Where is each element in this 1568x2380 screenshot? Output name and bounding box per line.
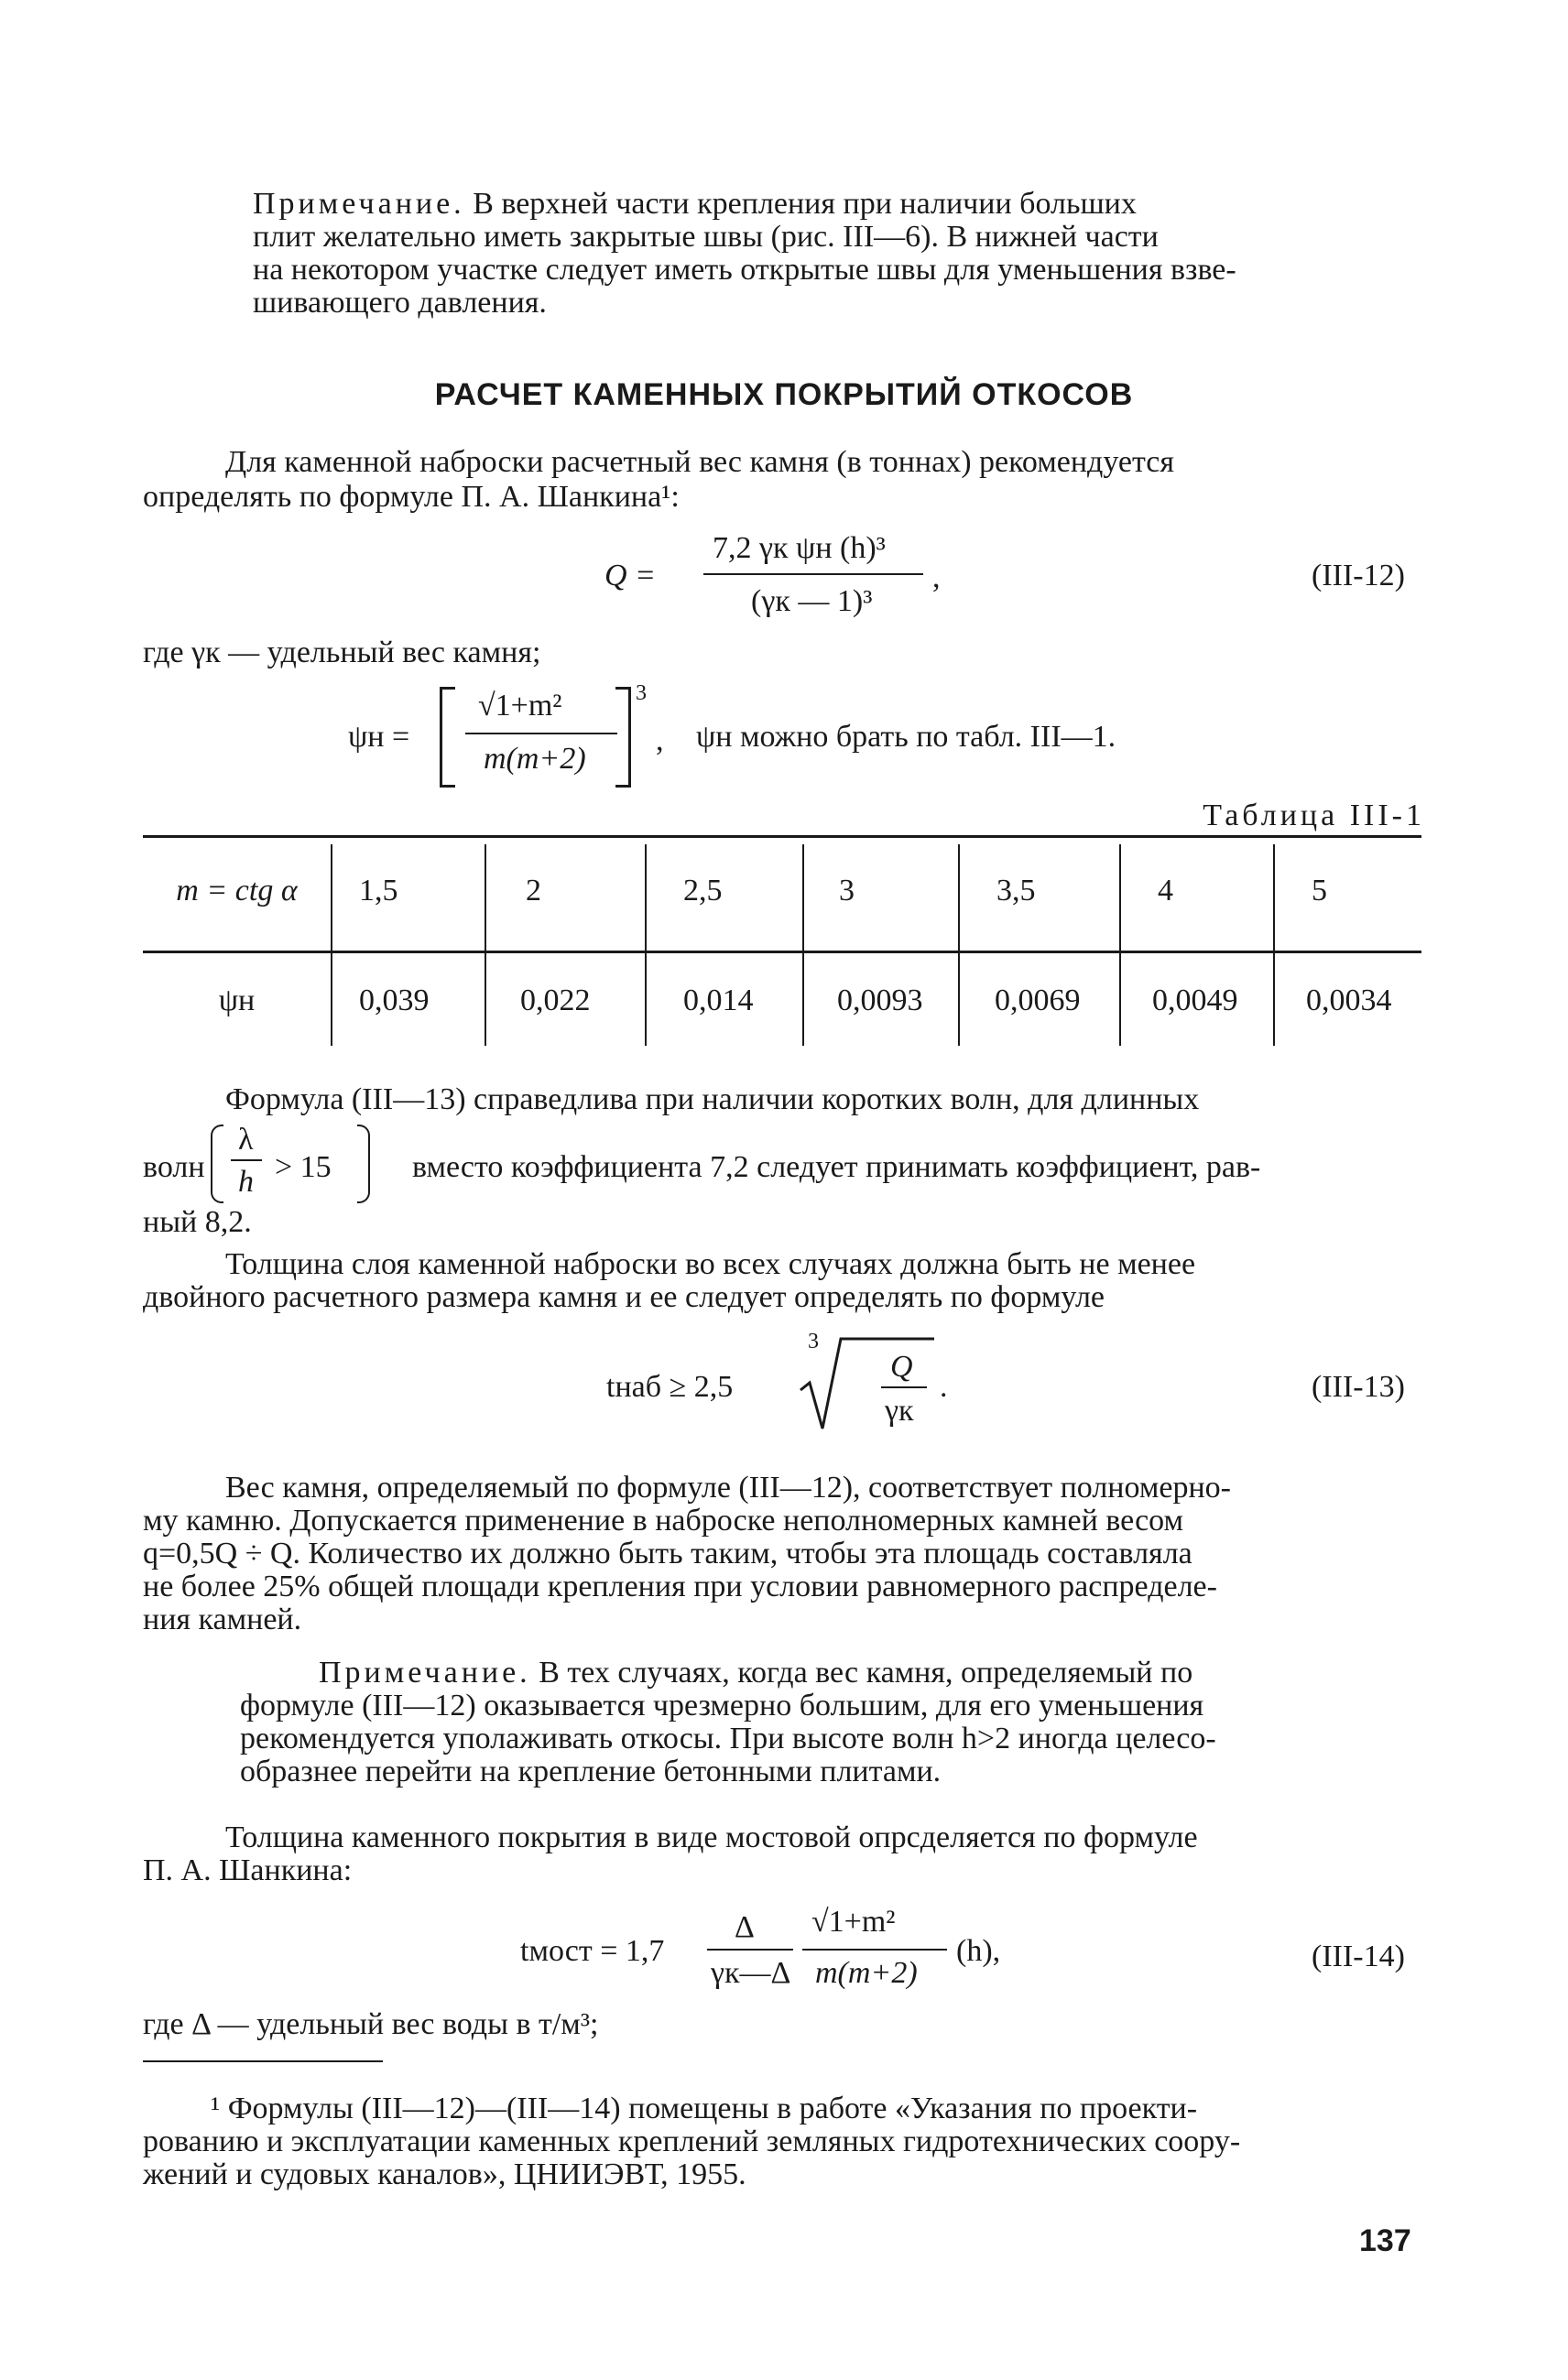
formula-13-denominator: γк [885, 1394, 914, 1428]
table-col-divider [485, 844, 486, 1046]
para-4-line-5: ния камней. [143, 1603, 302, 1636]
para-2-line-1: Формула (III—13) справедлива при наличии коротких волн, для длинных [225, 1082, 1200, 1116]
formula-12-denominator: (γк — 1)³ [751, 584, 873, 618]
formula-13-lhs: tнаб ≥ 2,5 [606, 1370, 734, 1404]
formula-12-lhs: Q = [604, 559, 656, 592]
table-top-rule [143, 835, 1421, 838]
footnote-rule [143, 2060, 383, 2062]
psi-fraction-bar [465, 733, 617, 734]
table-middle-rule [143, 951, 1421, 953]
where-gamma-k: где γк — удельный вес камня; [143, 636, 541, 669]
table-col-divider [645, 844, 647, 1046]
para-2-frac-den: h [238, 1165, 254, 1199]
table-cell-m: 1,5 [359, 874, 398, 907]
para-1-line-1: Для каменной наброски расчетный вес камня (в тоннах) рекомендуется [225, 445, 1175, 479]
note-2-line-4: образнее перейти на крепление бетонными плитами. [240, 1755, 942, 1788]
table-col-divider [958, 844, 960, 1046]
para-2-frac-num: λ [238, 1123, 254, 1157]
table-cell-m: 3 [839, 874, 855, 907]
formula-14-frac2-bar [802, 1949, 947, 1951]
note-2 [319, 1656, 1425, 1690]
para-3-line-2: двойного расчетного размера камня и ее следует определять по формуле [143, 1280, 1105, 1314]
table-iii-1 [143, 835, 1421, 1055]
formula-14-tail: (h), [956, 1934, 1001, 1968]
formula-13-root-index: 3 [808, 1330, 819, 1353]
section-heading: РАСЧЕТ КАМЕННЫХ ПОКРЫТИЙ ОТКОСОВ [434, 377, 1134, 412]
psi-left-bracket [440, 687, 455, 788]
formula-14-frac2-num: √1+m² [811, 1905, 896, 1939]
formula-13-numerator: Q [890, 1350, 913, 1384]
para-2-line-2: вместо коэффициента 7,2 следует принимать коэффициент, рав- [412, 1150, 1261, 1184]
table-cell-m: 2 [526, 874, 541, 907]
para-2-right-paren [357, 1125, 370, 1203]
table-cell-psi: 0,0049 [1152, 984, 1238, 1017]
table-col-divider [331, 844, 332, 1046]
para-4-line-1: Вес камня, определяемый по формуле (III—12), соответствует полномерно- [225, 1471, 1231, 1505]
note-1 [253, 187, 1425, 222]
para-4-line-2: му камню. Допускается применение в наброске неполномерных камней весом [143, 1504, 1184, 1538]
note-2-line-3: рекомендуется уполаживать откосы. При высоте волн h>2 иногда целесо- [240, 1722, 1216, 1755]
para-3-line-1: Толщина слоя каменной наброски во всех случаях должна быть не менее [225, 1247, 1196, 1281]
para-2-gt: > 15 [275, 1150, 332, 1184]
note-2-line-2: формуле (III—12) оказывается чрезмерно большим, для его уменьшения [240, 1689, 1204, 1723]
formula-14-lhs: tмост = 1,7 [520, 1934, 665, 1968]
note-1-label: Примечание. [253, 187, 465, 221]
table-cell-psi: 0,0093 [837, 984, 923, 1017]
table-col-divider [1119, 844, 1121, 1046]
table-row-header-psi: ψн [218, 984, 256, 1017]
note-2-line-1: В тех случаях, когда вес камня, определяемый по [530, 1656, 1193, 1690]
psi-lhs: ψн = [348, 720, 410, 754]
table-cell-psi: 0,014 [683, 984, 754, 1017]
formula-14-frac1-den: γк—Δ [711, 1956, 791, 1990]
formula-14-frac1-bar [707, 1949, 793, 1951]
note-2-label: Примечание. [319, 1656, 531, 1690]
table-col-divider [1273, 844, 1275, 1046]
formula-12-fraction-bar [703, 573, 923, 575]
footnote-line-3: жений и судовых каналов», ЦНИИЭВТ, 1955. [143, 2157, 746, 2191]
para-2-wave-word: волн [143, 1150, 205, 1184]
formula-13-dot: . [940, 1370, 948, 1404]
psi-power: 3 [636, 681, 647, 705]
page-number: 137 [1359, 2223, 1411, 2258]
table-cell-m: 4 [1158, 874, 1173, 907]
psi-comma: , [656, 723, 664, 757]
note-1-line-1: В верхней части крепления при наличии больших [464, 187, 1137, 221]
table-cell-psi: 0,0034 [1306, 984, 1392, 1017]
para-2-line-3: ный 8,2. [143, 1205, 252, 1239]
note-1-line-2: плит желательно иметь закрытые швы (рис. III—6). В нижней части [253, 220, 1159, 254]
para-4-line-3: q=0,5Q ÷ Q. Количество их должно быть таким, чтобы эта площадь составляла [143, 1537, 1192, 1570]
formula-14-number: (III-14) [1312, 1940, 1405, 1973]
note-1-line-3: на некотором участке следует иметь открытые швы для уменьшения взве- [253, 253, 1236, 287]
formula-12-number: (III-12) [1312, 559, 1405, 592]
table-cell-psi: 0,0069 [995, 984, 1081, 1017]
para-2-frac-bar [231, 1159, 262, 1161]
psi-tail: ψн можно брать по табл. III—1. [696, 720, 1116, 754]
para-1-line-2: определять по формуле П. А. Шанкина¹: [143, 480, 680, 514]
formula-12-numerator: 7,2 γк ψн (h)³ [713, 531, 886, 565]
footnote-line-1: ¹ Формулы (III—12)—(III—14) помещены в работе «Указания по проекти- [211, 2092, 1198, 2125]
formula-12-comma: , [932, 560, 941, 594]
table-cell-m: 3,5 [996, 874, 1036, 907]
table-cell-m: 2,5 [683, 874, 723, 907]
para-4-line-4: не более 25% общей площади крепления при условии равномерного распределе- [143, 1570, 1217, 1603]
para-2-left-paren [211, 1125, 223, 1203]
para-5-line-2: П. А. Шанкина: [143, 1853, 353, 1887]
radical-sign-icon [799, 1335, 936, 1432]
table-cell-m: 5 [1312, 874, 1327, 907]
formula-14-frac2-den: m(m+2) [815, 1956, 918, 1990]
where-delta: где Δ — удельный вес воды в т/м³; [143, 2007, 599, 2041]
formula-14-frac1-num: Δ [735, 1910, 755, 1944]
footnote-line-2: рованию и эксплуатации каменных креплений земляных гидротехнических соору- [143, 2125, 1241, 2158]
table-caption: Таблица III-1 [1203, 799, 1425, 832]
psi-right-bracket [615, 687, 631, 788]
psi-numerator: √1+m² [478, 689, 562, 723]
table-cell-psi: 0,022 [520, 984, 591, 1017]
psi-denominator: m(m+2) [484, 742, 586, 776]
table-col-divider [802, 844, 804, 1046]
note-1-line-4: шивающего давления. [253, 286, 547, 320]
formula-13-number: (III-13) [1312, 1370, 1405, 1404]
table-cell-psi: 0,039 [359, 984, 430, 1017]
para-5-line-1: Толщина каменного покрытия в виде мостовой опрсделяется по формуле [225, 1820, 1198, 1854]
formula-13-fraction-bar [881, 1386, 927, 1388]
table-row-header-m: m = ctg α [176, 874, 298, 907]
